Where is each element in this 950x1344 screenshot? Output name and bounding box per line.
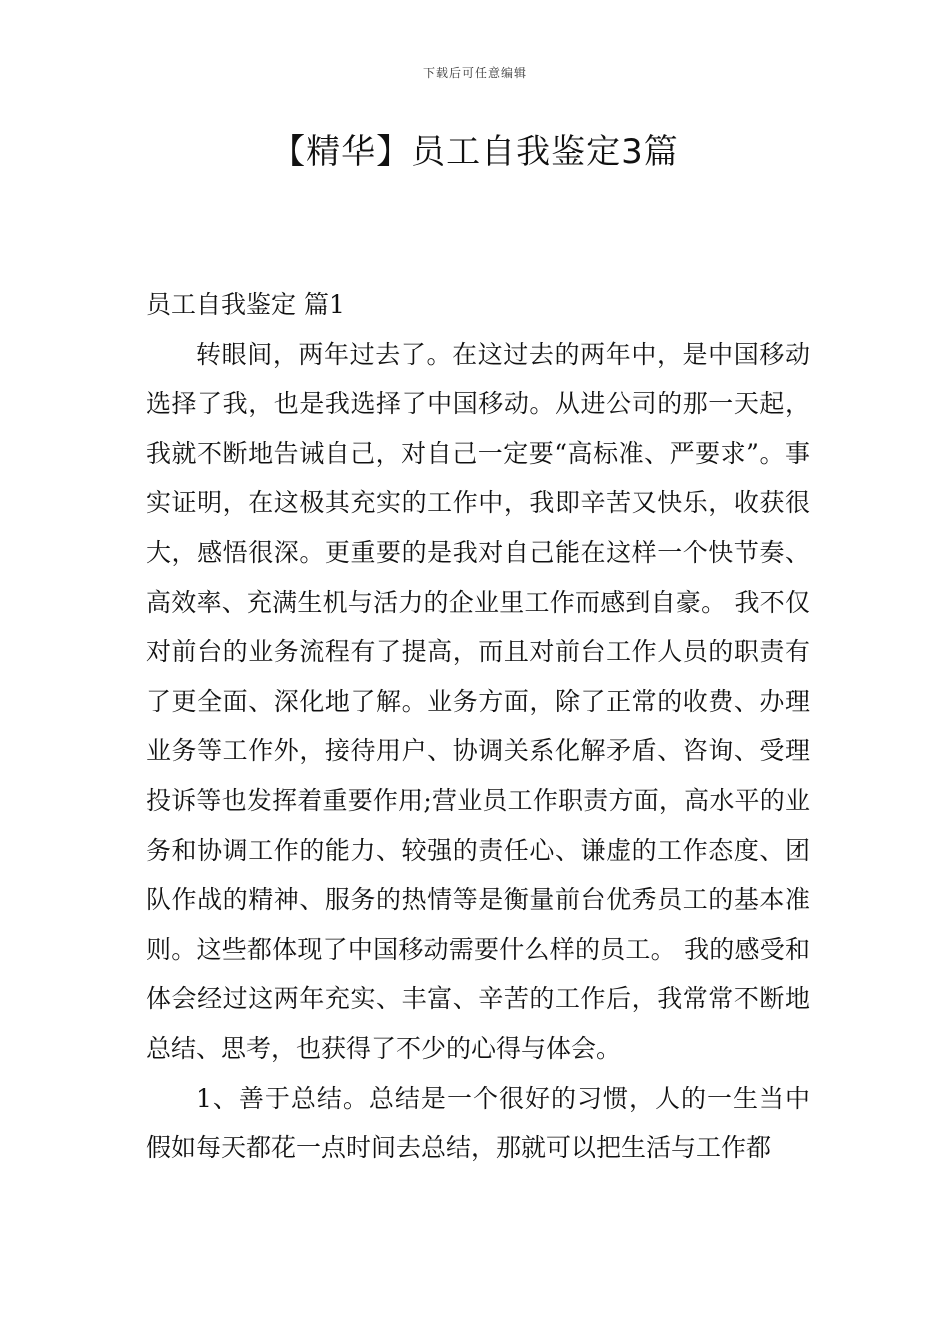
document-body [146, 280, 810, 1173]
paragraph-2: 1、善于总结。总结是一个很好的习惯，人的一生当中假如每天都花一点时间去总结，那就可以把生活与工作都 [146, 1083, 810, 1163]
document-title: 【精华】员工自我鉴定3篇 [271, 132, 679, 172]
download-note: 下载后可任意编辑 [422, 66, 527, 80]
section-heading: 员工自我鉴定 篇1 [146, 290, 345, 319]
paragraph-1: 转眼间，两年过去了。在这过去的两年中，是中国移动选择了我，也是我选择了中国移动。从进公司的那一天起，我就不断地告诫自己，对自己一定要“高标准、严要求”。事实证明，在这极其充实的工作中，我即辛苦又快乐，收获很大，感悟很深。更重要的是我对自己能在这样一个快节奏、高效率、充满生机与活力的企业里工作而感到自豪。 我不仅对前台的业务流程有了提高，而且对前台工作人员的职责有了更全面、深化地了解。业务方面，除了正常的收费、办理业务等工作外，接待用户、协调关系化解矛盾、咨询、受理投诉等也发挥着重要作用;营业员工作职责方面，高水平的业务和协调工作的能力、较强的责任心、谦虚的工作态度、团队作战的精神、服务的热情等是衡量前台优秀员工的基本准则。这些都体现了中国移动需要什么样的员工。 我的感受和体会经过这两年充实、丰富、辛苦的工作后，我常常不断地总结、思考，也获得了不少的心得与体会。 [146, 339, 810, 1063]
